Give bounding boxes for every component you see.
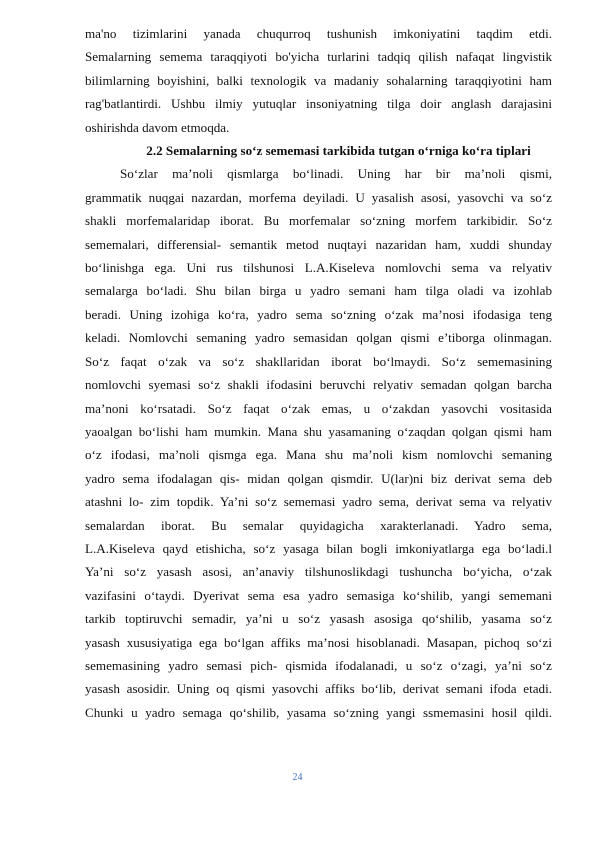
text-line: atashni lo- zim topdik. Ya’ni so‘z sememasi yadro sema, derivat sema va relyativ [85,494,552,510]
text-line: ma'no tizimlarini yanada chuqurroq tushunish imkoniyatini taqdim etdi. [85,26,552,41]
text-line: sememalari, differensial- semantik metod nuqtayi nazaridan ham, xuddi shunday [85,236,552,252]
text-line: Semalarning semema taraqqiyoti bo'yicha turlarini tadqiq qilish nafaqat lingvistik [85,49,552,65]
text-line: o‘z ifodasi, ma’noli qismga ega. Mana shu ma’noli kism nomlovchi semaning [85,447,552,463]
text-line: nomlovchi syemasi so‘z shakli ifodasini beruvchi relyativ semadan qolgan barcha [85,377,552,393]
paragraph-main [85,162,552,724]
text-line: Chunki u yadro semaga qo‘shilib, yasama so‘zning yangi ssmemasini hosil qildi. [85,704,552,720]
text-line: semalardan iborat. Bu semalar quyidagicha xarakterlanadi. Yadro sema, [85,517,552,533]
text-line: shakli morfemalaridap iborat. Bu morfemalar so‘zning morfem tarkibidir. So‘z [85,213,552,229]
text-line: beradi. Uning izohiga ko‘ra, yadro sema so‘zning o‘zak ma’nosi ifodasiga teng [85,306,552,322]
document-page [85,22,552,724]
page-number: 24 [292,772,303,783]
text-line: yadro sema ifodalagan qis- midan qolgan qismdir. U(lar)ni biz derivat sema deb [85,470,552,486]
text-line: yasash xususiyatiga ega bo‘lgan affiks ma’nosi hisoblanadi. Masapan, pichoq so‘zi [85,634,552,650]
text-line: bo‘linishga ega. Uni rus tilshunosi L.A.Kiseleva nomlovchi sema va relyativ [85,260,552,276]
text-line: ma’noni ko‘rsatadi. So‘z faqat o‘zak emas, u o‘zakdan yasovchi vositasida [85,400,552,416]
text-line: L.A.Kiseleva qayd etishicha, so‘z yasaga bilan bogli imkoniyatlarga ega bo‘ladi.l [85,540,552,556]
paragraph-intro [85,22,552,139]
section-heading: 2.2 Semalarning so‘z sememasi tarkibida tutgan o‘rniga ko‘ra tiplari [146,143,531,159]
text-line: So‘zlar ma’noli qismlarga bo‘linadi. Uning har bir ma’noli qismi, [120,166,552,182]
text-line: semalarga bo‘ladi. Shu bilan birga u yadro semani ham tilga oladi va izohlab [85,283,552,299]
text-line: keladi. Nomlovchi semaning yadro semasidan qolgan qismi e’tiborga olinmagan. [85,330,552,346]
text-line: So‘z faqat o‘zak va so‘z shakllaridan iborat bo‘lmaydi. So‘z sememasining [85,353,552,369]
text-line: Ya’ni so‘z yasash asosi, an’anaviy tilshunoslikdagi tushuncha bo‘yicha, o‘zak [85,564,552,580]
text-line: yasash asosidir. Uning oq qismi yasovchi affiks bo‘lib, derivat semani ifoda etadi. [85,681,552,697]
text-line: bilimlarning boyishini, balki texnologik va madaniy sohalarning taraqqiyotini ham [85,72,552,88]
text-line: yaoalgan bo‘lishi ham mumkin. Mana shu yasamaning o‘zaqdan qolgan qismi ham [85,423,552,439]
text-line: rag'batlantirdi. Ushbu ilmiy yutuqlar insoniyatning tilga doir anglash darajasini [85,96,552,112]
text-line: sememasining yadro semasi pich- qismida ifodalanadi, u so‘z o‘zagi, ya’ni so‘z [85,657,552,673]
text-line: grammatik nuqgai nazardan, morfema deyiladi. U yasalish asosi, yasovchi va so‘z [85,189,552,205]
text-line: oshirishda davom etmoqda. [85,119,230,135]
text-line: vazifasini o‘taydi. Dyerivat sema esa yadro semasiga ko‘shilib, yangi sememani [85,587,552,603]
text-line: tarkib toptiruvchi semadir, ya’ni u so‘z yasash asosiga qo‘shilib, yasama so‘z [85,611,552,627]
